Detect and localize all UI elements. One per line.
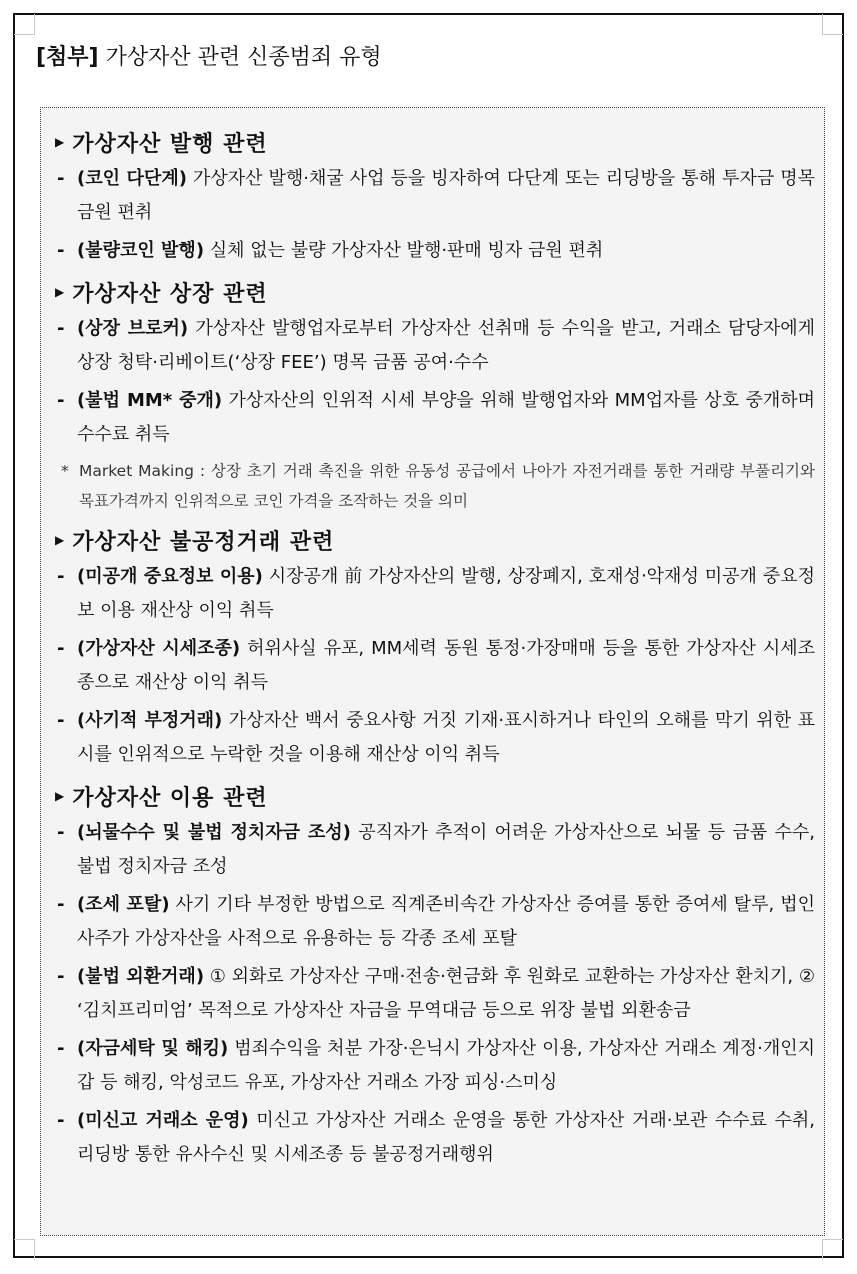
item-text: 미신고 가상자산 거래소 운영을 통한 가상자산 거래·보관 수수료 수취, 리딩방 통한 유사수신 및 시세조종 등 불공정거래행위 [77, 1110, 815, 1165]
item-text: 실체 없는 불량 가상자산 발행·판매 빙자 금원 편취 [204, 240, 604, 261]
item-text: 공직자가 추적이 어려운 가상자산으로 뇌물 등 금품 수수, 불법 정치자금 조성 [77, 822, 816, 877]
item-text: 범죄수익을 처분 가장·은닉시 가상자산 이용, 가상자산 거래소 계정·개인지갑 등 해킹, 악성코드 유포, 가상자산 거래소 가장 피싱·스미싱 [77, 1038, 816, 1093]
item-label: (조세 포탈) [77, 894, 170, 915]
dash-bullet-icon: - [57, 710, 65, 731]
item-label: (미공개 중요정보 이용) [77, 566, 263, 587]
footnote-text: Market Making : 상장 초기 거래 촉진을 위한 유동성 공급에서 나아가 자전거래를 통한 거래량 부풀리기와 목표가격까지 인위적으로 코인 가격을 조작하는 것을 의미 [79, 462, 815, 510]
item-label: (불법 외환거래) [77, 966, 205, 987]
dash-bullet-icon: - [57, 1110, 65, 1131]
section-title: 가상자산 상장 관련 [72, 281, 268, 307]
item-label: (가상자산 시세조종) [77, 638, 241, 659]
dash-bullet-icon: - [57, 240, 65, 261]
section-title: 가상자산 불공정거래 관련 [72, 529, 335, 555]
list-item [55, 632, 815, 700]
item-label: (사기적 부정거래) [77, 710, 223, 731]
item-text: ① 외화로 가상자산 구매·전송·현금화 후 원화로 교환하는 가상자산 환치기, ② ‘김치프리미엄’ 목적으로 가상자산 자금을 무역대금 등으로 위장 불법 외환송금 [77, 966, 815, 1021]
list-item [55, 384, 815, 452]
section-heading [55, 776, 815, 816]
title-text: 가상자산 관련 신종범죄 유형 [105, 45, 382, 70]
dash-bullet-icon: - [57, 638, 65, 659]
content-body [55, 118, 815, 1176]
dash-bullet-icon: - [57, 390, 65, 411]
list-item [55, 312, 815, 380]
item-label: (상장 브로커) [77, 318, 189, 339]
list-item [55, 1104, 815, 1172]
item-label: (불량코인 발행) [77, 240, 205, 261]
item-text: 허위사실 유포, MM세력 동원 통정·가장매매 등을 통한 가상자산 시세조종으로 재산상 이익 취득 [77, 638, 815, 693]
crop-mark-bottom-left [14, 1239, 35, 1260]
dash-bullet-icon: - [57, 1038, 65, 1059]
footnote [55, 456, 815, 516]
item-text: 가상자산 발행·채굴 사업 등을 빙자하여 다단계 또는 리딩방을 통해 투자금 명목 금원 편취 [77, 168, 815, 223]
dash-bullet-icon: - [57, 168, 65, 189]
section-title: 가상자산 발행 관련 [72, 131, 268, 157]
triangle-bullet-icon: ▶ [55, 285, 65, 299]
list-item [55, 162, 815, 230]
item-label: (불법 MM* 중개) [77, 390, 223, 411]
list-item [55, 704, 815, 772]
section-title: 가상자산 이용 관련 [72, 785, 268, 811]
content-box [40, 107, 825, 1236]
crop-mark-top-right [822, 14, 843, 35]
list-item [55, 888, 815, 956]
list-item [55, 1032, 815, 1100]
item-label: (코인 다단계) [77, 168, 187, 189]
dash-bullet-icon: - [57, 566, 65, 587]
list-item [55, 816, 815, 884]
triangle-bullet-icon: ▶ [55, 135, 65, 149]
triangle-bullet-icon: ▶ [55, 533, 65, 547]
list-item [55, 960, 815, 1028]
footnote-mark: * [61, 462, 69, 480]
dash-bullet-icon: - [57, 822, 65, 843]
list-item [55, 560, 815, 628]
item-text: 가상자산의 인위적 시세 부양을 위해 발행업자와 MM업자를 상호 중개하며 수수료 취득 [77, 390, 815, 445]
section-heading [55, 272, 815, 312]
section-heading [55, 520, 815, 560]
item-text: 사기 기타 부정한 방법으로 직계존비속간 가상자산 증여를 통한 증여세 탈루, 법인 사주가 가상자산을 사적으로 유용하는 등 각종 조세 포탈 [77, 894, 815, 949]
item-text: 시장공개 前 가상자산의 발행, 상장폐지, 호재성‧악재성 미공개 중요정보 이용 재산상 이익 취득 [77, 566, 815, 621]
item-text: 가상자산 발행업자로부터 가상자산 선취매 등 수익을 받고, 거래소 담당자에게 상장 청탁·리베이트(‘상장 FEE’) 명목 금품 공여·수수 [77, 318, 815, 373]
item-label: (자금세탁 및 해킹) [77, 1038, 229, 1059]
title-bracket: [첨부] [36, 45, 99, 70]
item-text: 가상자산 백서 중요사항 거짓 기재·표시하거나 타인의 오해를 막기 위한 표시를 인위적으로 누락한 것을 이용해 재산상 이익 취득 [77, 710, 816, 765]
page-title [36, 40, 382, 71]
dash-bullet-icon: - [57, 894, 65, 915]
crop-mark-top-left [14, 14, 35, 35]
item-label: (뇌물수수 및 불법 정치자금 조성) [77, 822, 351, 843]
item-label: (미신고 거래소 운영) [77, 1110, 249, 1131]
dash-bullet-icon: - [57, 966, 65, 987]
section-heading [55, 122, 815, 162]
triangle-bullet-icon: ▶ [55, 789, 65, 803]
dash-bullet-icon: - [57, 318, 65, 339]
list-item [55, 234, 815, 268]
crop-mark-bottom-right [822, 1239, 843, 1260]
